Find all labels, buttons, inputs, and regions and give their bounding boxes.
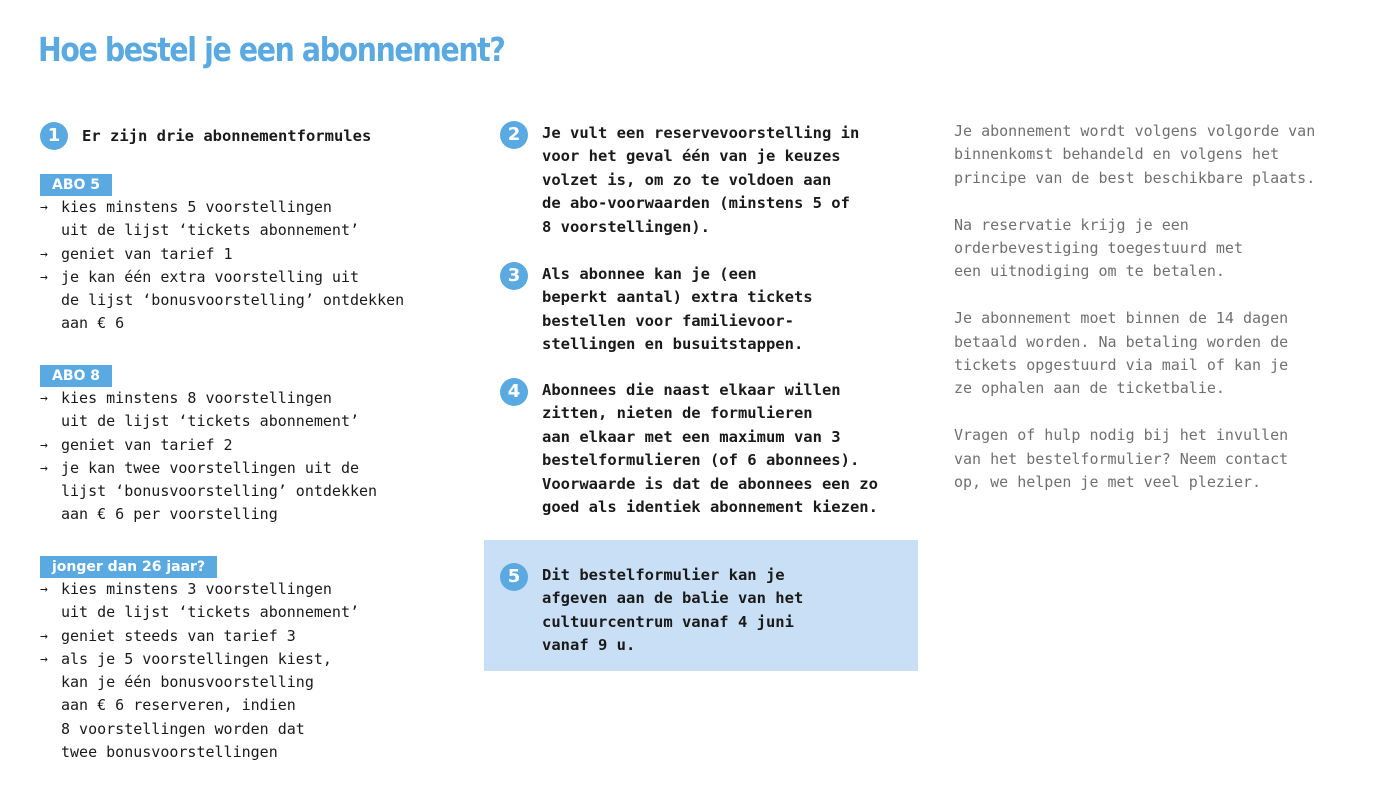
- column-formulas: [40, 122, 470, 762]
- list-item: [40, 387, 377, 434]
- step-2-text: Je vult een reservevoorstelling in voor het geval één van je keuzes volzet is, om zo te voldoen aan de abo-voorwaarden (minstens 5 of 8 voorstellingen).: [542, 124, 860, 236]
- step-2: [500, 122, 859, 239]
- list-item-text: geniet van tarief 1: [61, 244, 233, 263]
- young-list: [40, 578, 359, 764]
- list-item: [40, 434, 377, 457]
- step-number-4: 4: [500, 378, 528, 406]
- list-item-text: je kan twee voorstellingen uit de lijst ‘bonusvoorstelling’ ontdekken aan € 6 per voorstelling: [61, 458, 378, 524]
- list-item: [40, 648, 359, 764]
- young-badge: jonger dan 26 jaar?: [40, 556, 217, 578]
- info-paragraph: Je abonnement wordt volgens volgorde van binnenkomst behandeld en volgens het principe van de best beschikbare plaats.: [954, 122, 1316, 187]
- list-item-text: als je 5 voorstellingen kiest, kan je één bonusvoorstelling aan € 6 reserveren, indien 8 voorstellingen worden dat twee bonusvoorstellingen: [61, 649, 332, 762]
- page-title: Hoe bestel je een abonnement?: [38, 30, 505, 69]
- abo8-badge: ABO 8: [40, 365, 112, 387]
- info-paragraph: Na reservatie krijg je een orderbevestiging toegestuurd met een uitnodiging om te betalen.: [954, 215, 1243, 281]
- arrow-icon: →: [40, 437, 48, 453]
- list-item: [40, 196, 404, 243]
- step-3: [500, 263, 813, 357]
- step-5-text: Dit bestelformulier kan je afgeven aan de balie van het cultuurcentrum vanaf 4 juni vanaf 9 u.: [542, 566, 804, 655]
- list-item-text: je kan één extra voorstelling uit de lijst ‘bonusvoorstelling’ ontdekken aan € 6: [61, 267, 405, 333]
- list-item-text: kies minstens 3 voorstellingen uit de lijst ‘tickets abonnement’: [61, 580, 360, 622]
- abo5-section: [40, 174, 404, 336]
- step-3-text: Als abonnee kan je (een beperkt aantal) extra tickets bestellen voor familievoor- stellingen en busuitstappen.: [542, 265, 813, 354]
- abo8-section: [40, 365, 377, 527]
- step-4: [500, 379, 878, 519]
- list-item-text: kies minstens 8 voorstellingen uit de lijst ‘tickets abonnement’: [61, 389, 360, 431]
- abo5-list: [40, 196, 404, 336]
- arrow-icon: →: [40, 200, 48, 215]
- step-1-text: Er zijn drie abonnementformules: [82, 127, 372, 145]
- list-item: [40, 457, 377, 527]
- list-item: [40, 578, 359, 625]
- young-section: [40, 556, 359, 764]
- arrow-icon: →: [40, 651, 48, 667]
- list-item: [40, 266, 404, 336]
- arrow-icon: →: [40, 460, 48, 476]
- arrow-icon: →: [40, 269, 48, 285]
- list-item: [40, 625, 359, 648]
- list-item-text: geniet steeds van tarief 3: [61, 626, 296, 645]
- step-number-2: 2: [500, 121, 528, 149]
- info-paragraph: Je abonnement moet binnen de 14 dagen betaald worden. Na betaling worden de tickets opgestuurd via mail of kan je ze ophalen aan de ticketbalie.: [954, 309, 1289, 398]
- list-item-text: geniet van tarief 2: [61, 435, 233, 454]
- list-item: [40, 243, 404, 266]
- step-5: [500, 564, 803, 658]
- step-number-1: 1: [40, 122, 68, 150]
- step-4-text: Abonnees die naast elkaar willen zitten, nieten de formulieren aan elkaar met een maximum van 3 bestelformulieren (of 6 abonnees). Voorwaarde is dat de abonnees een zo goed als identiek abonnement kiezen.: [542, 381, 878, 517]
- arrow-icon: →: [40, 628, 48, 644]
- step-number-3: 3: [500, 262, 528, 290]
- info-paragraph: Vragen of hulp nodig bij het invullen van het bestelformulier? Neem contact op, we helpen je met veel plezier.: [954, 426, 1289, 492]
- abo5-badge: ABO 5: [40, 174, 112, 196]
- column-info: [954, 120, 1374, 518]
- list-item-text: kies minstens 5 voorstellingen uit de lijst ‘tickets abonnement’: [61, 198, 360, 240]
- step-5-highlight-box: [484, 540, 918, 671]
- step-1-heading: [40, 122, 470, 150]
- arrow-icon: →: [40, 391, 48, 406]
- abo8-list: [40, 387, 377, 527]
- arrow-icon: →: [40, 246, 48, 262]
- arrow-icon: →: [40, 582, 48, 597]
- step-number-5: 5: [500, 563, 528, 591]
